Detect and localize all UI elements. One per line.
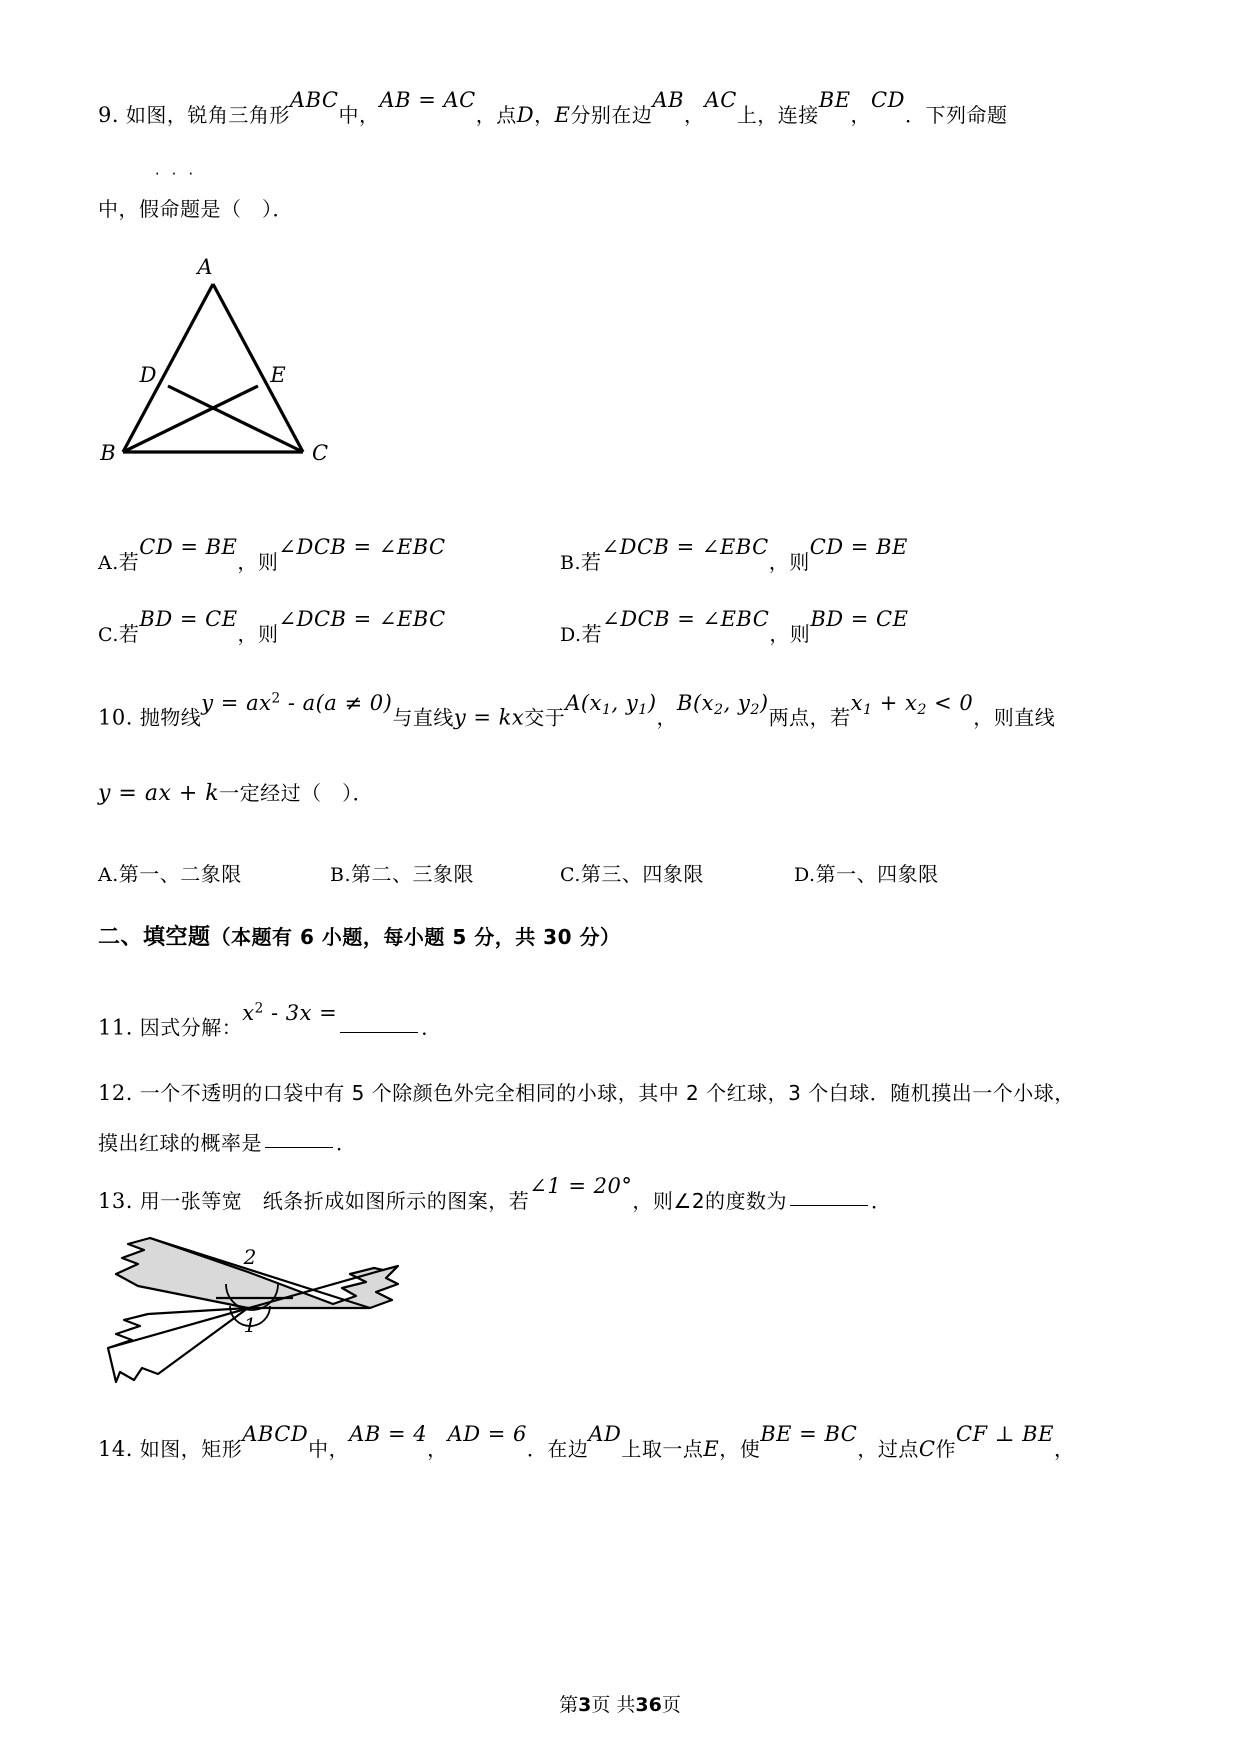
q9-math-ab: AB bbox=[652, 88, 685, 112]
q14-text-4: ．在边 bbox=[526, 1437, 589, 1461]
q10-text-2: 与直线 bbox=[392, 705, 454, 730]
q9-math-e: E bbox=[554, 103, 571, 127]
q9-math-ac: AC bbox=[704, 88, 737, 112]
q9-text-7: 上，连接 bbox=[736, 103, 819, 127]
q10-math-line: y = kx bbox=[453, 705, 525, 730]
question-11 bbox=[98, 1000, 1138, 1051]
q14-text-3: ， bbox=[427, 1437, 448, 1461]
choice-10-B-text: 第二、三象限 bbox=[351, 862, 475, 886]
q10-text-4: ， bbox=[656, 705, 678, 730]
q10-B-name: B bbox=[677, 690, 693, 715]
choice-9-D-conclusion: BD = CE bbox=[810, 607, 909, 631]
q9-emphasis-text: 假命题是 bbox=[139, 197, 221, 221]
choice-9-A[interactable] bbox=[98, 535, 446, 575]
choice-9-D-letter: D. bbox=[560, 624, 582, 646]
question-9-stem-line2 bbox=[98, 165, 293, 232]
choice-9-D[interactable] bbox=[560, 607, 909, 647]
footer-suffix: 页 bbox=[661, 1694, 681, 1716]
q10-x1: x bbox=[850, 690, 863, 715]
triangle-label-E: E bbox=[270, 363, 286, 387]
choice-9-C-if: 若 bbox=[118, 622, 140, 646]
q10-A-y-sub: 1 bbox=[638, 701, 648, 718]
q14-text-6: ，使 bbox=[719, 1437, 761, 1461]
question-13 bbox=[98, 1174, 1138, 1224]
folded-strip-svg bbox=[98, 1222, 458, 1412]
q14-text-8: 作 bbox=[935, 1437, 956, 1461]
triangle-svg bbox=[98, 252, 358, 482]
question-10-choices bbox=[98, 858, 1138, 890]
choice-10-D[interactable] bbox=[794, 858, 939, 887]
q11-pre: 因式分解： bbox=[139, 1015, 243, 1040]
q9-text-5: 分别在边 bbox=[570, 103, 653, 127]
fold-label-2: 2 bbox=[243, 1245, 257, 1269]
question-9 bbox=[98, 88, 1138, 138]
choice-9-B-conclusion: CD = BE bbox=[809, 535, 908, 559]
question-13-number: 13. bbox=[98, 1189, 133, 1213]
q9-text-4: ， bbox=[534, 103, 555, 127]
choice-9-C-then: ，则 bbox=[237, 622, 279, 646]
question-10-stem bbox=[98, 690, 1138, 747]
q10-parabola-head: y = ax bbox=[201, 690, 272, 715]
q14-text-5: 上取一点 bbox=[621, 1437, 704, 1461]
q10-text-1: 抛物线 bbox=[139, 705, 202, 730]
triangle-label-D: D bbox=[139, 363, 157, 387]
footer-middle: 页 共 bbox=[591, 1694, 636, 1716]
question-12-line2 bbox=[98, 1120, 357, 1166]
triangle-label-A: A bbox=[197, 255, 213, 279]
q11-post: ． bbox=[421, 1015, 442, 1040]
q13-pre: 用一张等宽 纸条折成如图所示的图案，若 bbox=[139, 1189, 530, 1213]
q14-math-e: E bbox=[703, 1437, 720, 1461]
q10-parabola-cond: (a ≠ 0) bbox=[315, 690, 393, 715]
q14-text-9: ， bbox=[1053, 1437, 1075, 1461]
choice-9-B-if: 若 bbox=[581, 550, 602, 574]
question-9-number: 9. bbox=[98, 103, 120, 127]
choice-10-C-letter: C. bbox=[560, 864, 581, 886]
choice-9-D-if: 若 bbox=[581, 622, 603, 646]
choice-9-B-letter: B. bbox=[560, 552, 582, 574]
q10-math-point-B: $B(x_2$, $y_2$) bbox=[677, 690, 769, 718]
q14-math-ab: AB = 4 bbox=[349, 1422, 428, 1446]
choice-10-B-letter: B. bbox=[330, 864, 352, 886]
q9-math-cd: CD bbox=[871, 88, 905, 112]
emphasis-dots: ··· bbox=[154, 165, 206, 183]
q9-text-8: ， bbox=[850, 103, 872, 127]
figure-acute-triangle-abc bbox=[98, 252, 358, 482]
section-title: 二、填空题 bbox=[98, 925, 211, 950]
q14-text-1: 如图，矩形 bbox=[139, 1437, 243, 1461]
choice-9-A-letter: A. bbox=[98, 552, 119, 574]
choice-10-A-text: 第一、二象限 bbox=[118, 862, 242, 886]
choice-9-C-condition: BD = CE bbox=[139, 607, 238, 631]
q10-lt-zero: < 0 bbox=[926, 690, 974, 715]
q14-math-abcd: ABCD bbox=[242, 1422, 309, 1446]
question-11-number: 11. bbox=[98, 1015, 133, 1040]
choice-9-B[interactable] bbox=[560, 535, 908, 575]
q10-A-x: x bbox=[589, 690, 602, 715]
q14-text-2: 中， bbox=[308, 1437, 350, 1461]
choice-9-D-condition: ∠DCB = ∠EBC bbox=[602, 607, 770, 631]
q10-B-y-sub: 2 bbox=[750, 701, 760, 718]
q12-answer-blank[interactable] bbox=[265, 1146, 333, 1148]
q10-x1-sub: 1 bbox=[862, 701, 873, 718]
q12-line2-post: ． bbox=[336, 1131, 357, 1155]
q10-line2-math: y = ax + k bbox=[98, 781, 220, 806]
q14-math-c: C bbox=[918, 1437, 936, 1461]
question-14 bbox=[98, 1422, 1142, 1472]
q14-math-ad: AD = 6 bbox=[447, 1422, 527, 1446]
footer-current-page: 3 bbox=[578, 1694, 592, 1716]
q13-mid: ，则∠2的度数为 bbox=[632, 1189, 788, 1213]
choice-9-A-conclusion: ∠DCB = ∠EBC bbox=[278, 535, 446, 559]
q12-line2-pre: 摸出红球的概率是 bbox=[98, 1131, 262, 1155]
choice-10-C-text: 第三、四象限 bbox=[580, 862, 704, 886]
q13-math-angle1: ∠1 = 20° bbox=[529, 1174, 633, 1198]
triangle-label-B: B bbox=[100, 441, 116, 465]
q11-math-x: x bbox=[242, 1000, 255, 1025]
footer-total-pages: 36 bbox=[635, 1694, 662, 1716]
q10-text-3: 交于 bbox=[524, 705, 566, 730]
q9-text-2: 中， bbox=[338, 103, 380, 127]
question-10-stem-line2 bbox=[98, 770, 373, 817]
q10-B-y: y bbox=[737, 690, 751, 715]
choice-9-B-condition: ∠DCB = ∠EBC bbox=[601, 535, 769, 559]
q14-text-7: ，过点 bbox=[857, 1437, 919, 1461]
q10-parabola-tail: - a bbox=[280, 690, 316, 715]
q9-text-6: ， bbox=[684, 103, 705, 127]
choice-10-A-letter: A. bbox=[98, 864, 119, 886]
q10-math-point-A: $A(x_1$, $y_1$) bbox=[565, 690, 657, 718]
q10-parabola-exp: 2 bbox=[271, 690, 281, 706]
q10-x2: x bbox=[904, 690, 918, 715]
question-14-number: 14. bbox=[98, 1437, 133, 1461]
choice-9-C-conclusion: ∠DCB = ∠EBC bbox=[278, 607, 446, 631]
q10-x2-sub: 2 bbox=[917, 701, 927, 718]
q14-math-cf-perp-be: CF ⊥ BE bbox=[955, 1422, 1054, 1446]
choice-9-A-condition: CD = BE bbox=[139, 535, 238, 559]
q9-math-abc: ABC bbox=[289, 88, 339, 112]
q14-math-side-ad: AD bbox=[588, 1422, 622, 1446]
choice-9-C[interactable] bbox=[98, 607, 446, 647]
q11-math-rest: - 3x = bbox=[263, 1000, 338, 1025]
q10-math-sum-cond bbox=[850, 690, 974, 718]
q12-line1: 一个不透明的口袋中有 5 个除颜色外完全相同的小球，其中 2 个红球，3 个白球．随机摸出一个小球， bbox=[139, 1081, 1075, 1105]
choice-10-B[interactable] bbox=[330, 858, 474, 887]
q10-plus: + bbox=[872, 690, 905, 715]
choice-9-C-letter: C. bbox=[98, 624, 119, 646]
question-12 bbox=[98, 1070, 1138, 1116]
q9-emphasis-group bbox=[139, 165, 221, 232]
choice-10-C[interactable] bbox=[560, 858, 704, 887]
q10-math-parabola bbox=[201, 691, 392, 715]
choice-9-A-then: ，则 bbox=[237, 550, 279, 574]
page-footer bbox=[0, 1690, 1240, 1717]
q10-B-x-sub: 2 bbox=[714, 701, 724, 718]
choice-9-D-then: ，则 bbox=[769, 622, 811, 646]
q9-text-9: ．下列命题 bbox=[904, 103, 1008, 127]
q10-A-name: A bbox=[565, 690, 581, 715]
fold-label-1: 1 bbox=[243, 1313, 257, 1337]
q13-answer-blank[interactable] bbox=[790, 1204, 868, 1206]
q11-math bbox=[242, 1001, 337, 1025]
section-heading bbox=[98, 920, 620, 951]
q13-post: ． bbox=[871, 1189, 892, 1213]
q9-math-d: D bbox=[516, 103, 535, 127]
figure-folded-paper-strip bbox=[98, 1222, 458, 1412]
q14-math-be-bc: BE = BC bbox=[760, 1422, 858, 1446]
q9-l2-pre: 中， bbox=[98, 197, 139, 221]
choice-9-B-then: ，则 bbox=[768, 550, 810, 574]
q9-l2-post: （ ）． bbox=[221, 197, 293, 221]
q10-text-5: 两点，若 bbox=[768, 705, 851, 730]
choice-10-D-text: 第一、四象限 bbox=[815, 862, 939, 886]
q10-A-x-sub: 1 bbox=[601, 701, 612, 718]
q9-math-ab-ac: AB = AC bbox=[379, 88, 476, 112]
q10-line2-text: 一定经过（ ）． bbox=[219, 781, 374, 805]
question-9-stem bbox=[98, 88, 1138, 138]
q9-text-3: ，点 bbox=[475, 103, 517, 127]
triangle-label-C: C bbox=[311, 441, 329, 465]
choice-10-D-letter: D. bbox=[794, 864, 816, 886]
footer-prefix: 第 bbox=[559, 1694, 579, 1716]
choice-10-A[interactable] bbox=[98, 858, 242, 887]
q10-A-y: y bbox=[625, 690, 639, 715]
q9-text-1: 如图，锐角三角形 bbox=[125, 103, 290, 127]
q11-math-exp: 2 bbox=[254, 1000, 264, 1016]
choice-9-A-if: 若 bbox=[118, 550, 140, 574]
question-12-number: 12. bbox=[98, 1081, 133, 1105]
q10-text-6: ，则直线 bbox=[973, 705, 1056, 730]
q9-math-be: BE bbox=[818, 88, 851, 112]
section-detail: （本题有 6 小题，每小题 5 分，共 30 分） bbox=[210, 925, 621, 949]
q11-answer-blank[interactable] bbox=[340, 1031, 418, 1033]
question-10-number: 10. bbox=[98, 705, 133, 730]
q10-B-x: x bbox=[701, 690, 715, 715]
